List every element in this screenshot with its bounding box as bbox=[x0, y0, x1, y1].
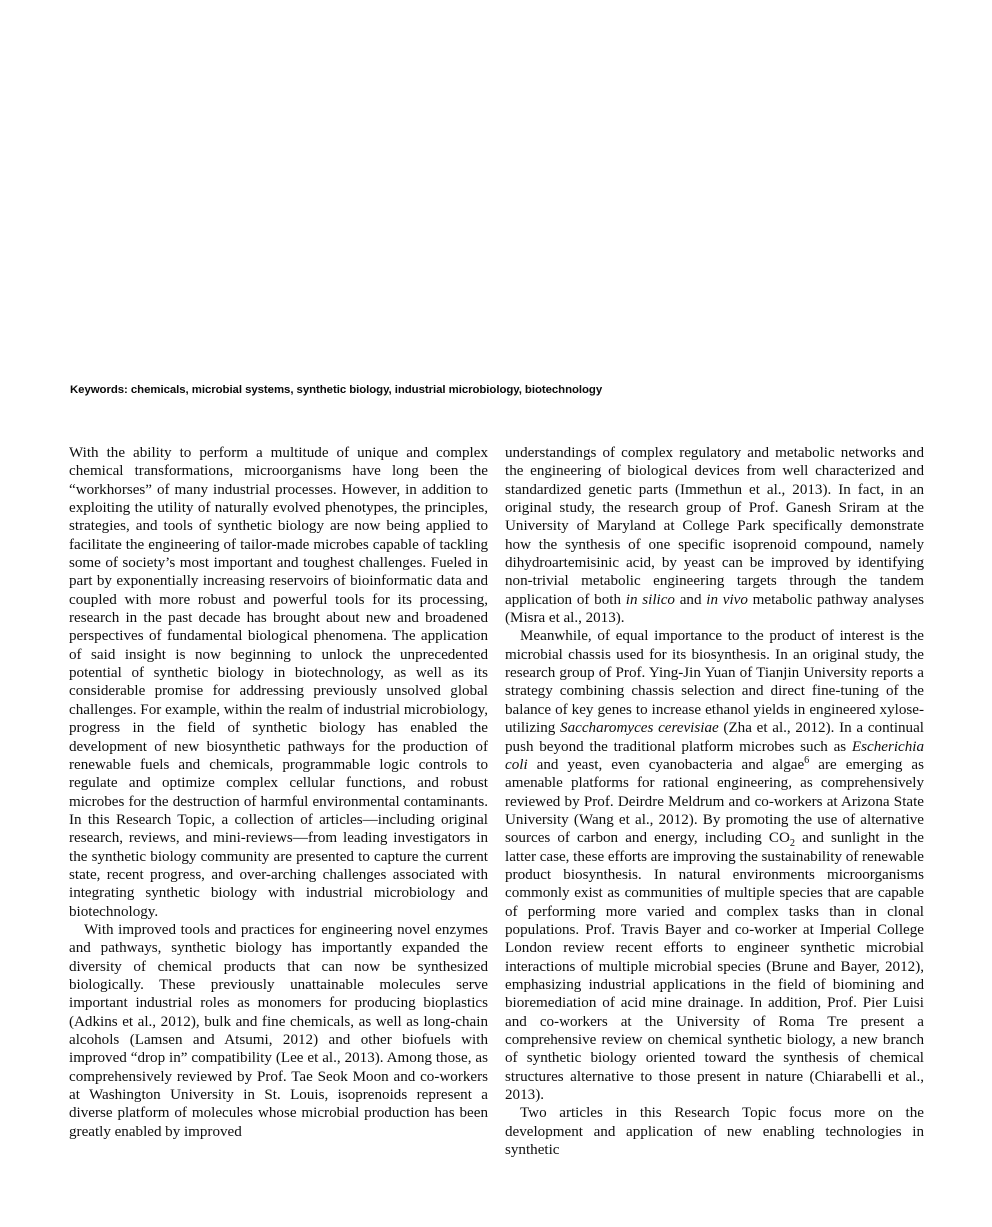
paragraph-right-2-text-b: (Zha et al., 2012). In a continual push beyond the traditional platform microbes such as bbox=[505, 720, 924, 755]
paragraph-right-2-italic-saccharomyces: Saccharomyces cerevisiae bbox=[560, 720, 719, 737]
right-text-column bbox=[505, 444, 924, 1227]
paragraph-right-1-italic-in-vivo: in vivo bbox=[706, 591, 748, 608]
keywords-line: Keywords: chemicals, microbial systems, synthetic biology, industrial microbiology, biotechnology bbox=[70, 384, 603, 396]
paragraph-right-2-text-e: and sunlight in the latter case, these efforts are improving the sustainability of renewable product biosynthesis. In natural environments microorganisms commonly exist as communities of multiple species that are capable of performing more varied and complex tasks than in clonal populations. Prof. Travis Bayer and co-worker at Imperial College London review recent efforts to engineer synthetic microbial interactions of multiple microbial species (Brune and Bayer, 2012), emphasizing industrial applications in the field of biomining and bioremediation of acid mine drainage. In addition, Prof. Pier Luisi and co-workers at the University of Roma Tre present a comprehensive review on chemical synthetic biology, a new branch of synthetic biology oriented toward the synthesis of chemical structures alternative to those present in nature (Chiarabelli et al., 2013). bbox=[505, 830, 924, 1104]
left-text-column bbox=[69, 444, 488, 1227]
paragraph-right-1-text-b: and bbox=[674, 591, 707, 608]
two-column-body bbox=[0, 444, 992, 1227]
paragraph-right-1-text-a: understandings of complex regulatory and metabolic networks and the engineering of biological devices from well characterized and standardized genetic parts (Immethun et al., 2013). In fact, in an original study, the research group of Prof. Ganesh Sriram at the University of Maryland at College Park specifically demonstrate how the synthesis of one specific isoprenoid compound, namely dihydroartemisinic acid, by yeast can be improved by identifying non-trivial metabolic engineering targets through the tandem application of both bbox=[505, 445, 924, 608]
paragraph-left-1: With the ability to perform a multitude of unique and complex chemical transformations, microorganisms have long been the “workhorses” of many industrial processes. However, in addition to exploiting the utility of naturally evolved phenotypes, the principles, strategies, and tools of synthetic biology are now being applied to facilitate the engineering of tailor-made microbes capable of tackling some of society’s most important and toughest challenges. Fueled in part by exponentially increasing reservoirs of bioinformatic data and coupled with more robust and powerful tools for its processing, research in the past decade has brought about new and broadened perspectives of fundamental biological phenomena. The application of said insight is now beginning to unlock the unprecedented potential of synthetic biology in biotechnology, as well as its considerable promise for addressing previously unsolved global challenges. For example, within the realm of industrial microbiology, progress in the field of synthetic biology has enabled the development of new biosynthetic pathways for the production of renewable fuels and chemicals, programmable logic controls to regulate and optimize complex cellular functions, and robust microbes for the destruction of harmful environmental contaminants. In this Research Topic, a collection of articles—including original research, reviews, and mini-reviews—from leading investigators in the synthetic biology community are presented to capture the current state, recent progress, and over-arching challenges associated with integrating synthetic biology with industrial microbiology and biotechnology. bbox=[69, 445, 488, 920]
paragraph-right-3: Two articles in this Research Topic focus more on the development and application of new enabling technologies in synthetic bbox=[505, 1105, 924, 1159]
co2-subscript: 2 bbox=[789, 838, 795, 850]
paragraph-right-2-text-c: and yeast, even cyanobacteria and algae bbox=[527, 756, 805, 773]
paragraph-left-2: With improved tools and practices for engineering novel enzymes and pathways, synthetic biology has importantly expanded the diversity of chemical products that can now be synthesized biologically. These previously unattainable molecules serve important industrial roles as monomers for producing bioplastics (Adkins et al., 2012), bulk and fine chemicals, as well as long-chain alcohols (Lamsen and Atsumi, 2012) and other biofuels with improved “drop in” compatibility (Lee et al., 2013). Among those, as comprehensively reviewed by Prof. Tae Seok Moon and co-workers at Washington University in St. Louis, isoprenoids represent a diverse platform of molecules whose microbial production has been greatly enabled by improved bbox=[69, 921, 488, 1140]
paragraph-right-1-text-c: metabolic pathway analyses (Misra et al., 2013). bbox=[505, 591, 924, 627]
paragraph-right-2-text-a: Meanwhile, of equal importance to the product of interest is the microbial chassis used for its biosynthesis. In an original study, the research group of Prof. Ying-Jin Yuan of Tianjin University reports a strategy combining chassis selection and direct fine-tuning of the balance of key genes to increase ethanol yields in engineered xylose-utilizing bbox=[505, 628, 924, 737]
page-top-blank-area bbox=[0, 0, 992, 376]
paragraph-right-2-text-d: are emerging as amenable platforms for rational engineering, as comprehensively reviewed by Prof. Deirdre Meldrum and co-workers at Arizona State University (Wang et al., 2012). By promoting the use of alternative sources of carbon and energy, including CO bbox=[505, 756, 924, 847]
paragraph-right-1 bbox=[505, 444, 924, 627]
paragraph-right-2-italic-escherichia: Escherichia coli bbox=[505, 738, 924, 773]
citation-superscript-6: 6 bbox=[804, 754, 810, 766]
paragraph-right-1-italic-in-silico: in silico bbox=[625, 591, 675, 608]
paragraph-right-2 bbox=[505, 627, 924, 1104]
